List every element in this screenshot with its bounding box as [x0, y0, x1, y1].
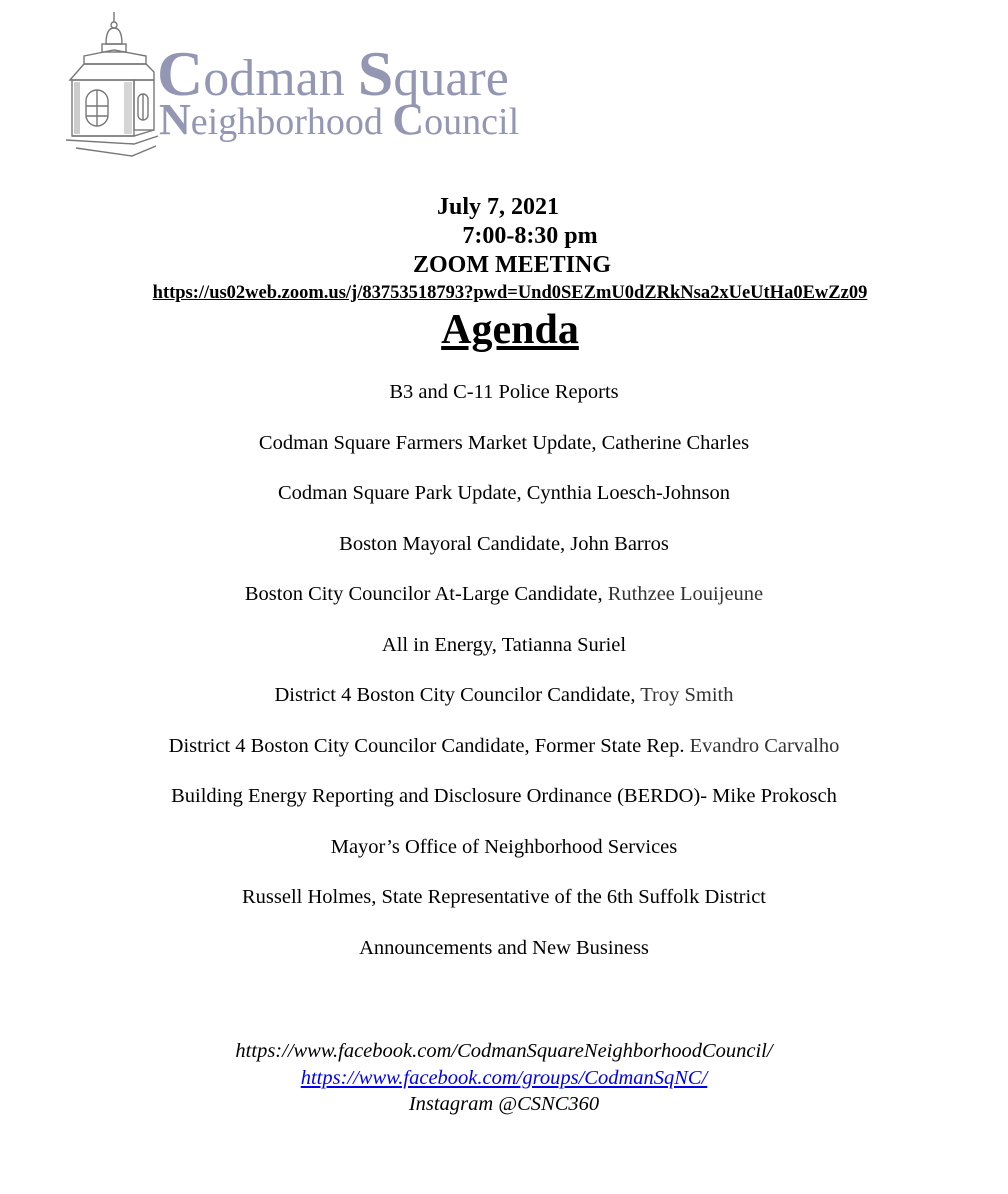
agenda-item: District 4 Boston City Councilor Candidate, Former State Rep. Evandro Carvalho — [168, 734, 840, 757]
logo-line-2: Neighborhood Council — [159, 95, 520, 144]
agenda-item: Russell Holmes, State Representative of the 6th Suffolk District — [241, 886, 766, 908]
meeting-date: July 7, 2021 — [436, 194, 559, 220]
page-title: Agenda — [441, 307, 579, 353]
agenda-item: Codman Square Farmers Market Update, Catherine Charles — [258, 431, 750, 454]
meeting-type: ZOOM MEETING — [412, 252, 611, 278]
facebook-group-link[interactable]: https://www.facebook.com/groups/CodmanSqNC/ — [300, 1066, 708, 1089]
agenda-item: Boston City Councilor At-Large Candidate, Ruthzee Louijeune — [244, 583, 764, 605]
clock-tower-icon — [62, 10, 162, 160]
footer — [0, 1038, 1008, 1118]
logo — [62, 10, 562, 160]
agenda-item: Codman Square Park Update, Cynthia Loesch-Johnson — [277, 482, 731, 504]
agenda-item: District 4 Boston City Councilor Candidate, Troy Smith — [274, 684, 734, 706]
agenda-item: Boston Mayoral Candidate, John Barros — [339, 532, 669, 555]
agenda-item: Building Energy Reporting and Disclosure Ordinance (BERDO)- Mike Prokosch — [171, 785, 837, 807]
agenda-item: Mayor’s Office of Neighborhood Services — [330, 835, 678, 858]
agenda-item: Announcements and New Business — [359, 936, 649, 959]
zoom-link[interactable]: https://us02web.zoom.us/j/83753518793?pwd=Und0SEZmU0dZRkNsa2xUeUtHa0EwZz09 — [152, 283, 868, 303]
logo-line-1: Codman Square — [157, 38, 509, 109]
facebook-page-url: https://www.facebook.com/CodmanSquareNeighborhoodCouncil/ — [235, 1040, 773, 1062]
meeting-time: 7:00-8:30 pm — [462, 223, 598, 249]
instagram-handle: Instagram @CSNC360 — [408, 1093, 600, 1115]
agenda-list — [0, 378, 1008, 984]
agenda-item: All in Energy, Tatianna Suriel — [381, 633, 627, 656]
agenda-item: B3 and C-11 Police Reports — [389, 381, 619, 403]
